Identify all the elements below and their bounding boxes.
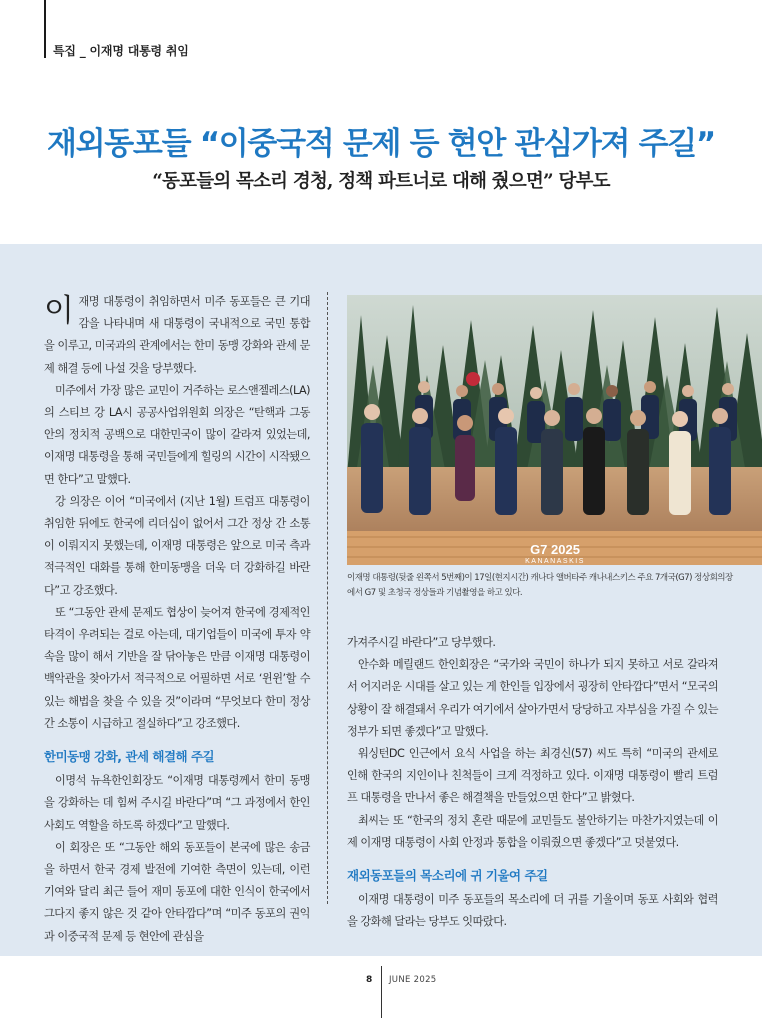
- photo-caption: 이재명 대통령(뒷줄 왼쪽서 5번째)이 17일(현지시간) 캐나다 앨버타주 캐나내스키스 주요 7개국(G7) 정상회의장에서 G7 및 초청국 정상들과 기념촬영을 하고 있다.: [347, 573, 733, 598]
- g7-backdrop-text: G7 2025: [530, 542, 580, 557]
- body-paragraph: 안수화 메릴랜드 한인회장은 “국가와 국민이 하나가 되지 못하고 서로 갈라져서 어지러운 시대를 살고 있는 게 한인들 입장에서 굉장히 안타깝다”면서 “모국의 상황이 잘 해결돼서 우리가 여기에서 살아가면서 당당하고 자부심을 가질 수 있는 정부가 되면 좋겠다”고 말했다.: [347, 658, 718, 738]
- issue-date: JUNE 2025: [389, 975, 437, 985]
- page-number: 8: [366, 975, 373, 985]
- article-headline: 재외동포들 “이중국적 문제 등 현안 관심가져 주길”: [46, 126, 716, 162]
- body-paragraph: 강 의장은 이어 “미국에서 (지난 1월) 트럼프 대통령이 취임한 뒤에도 한국에 리더십이 없어서 그간 정상 간 소통이 이뤄지지 못했는데, 이재명 대통령은 앞으로 미국 측과 적극적인 대화를 통해 한미동맹을 더욱 더 강화하길 바란다”고 강조했다.: [44, 494, 310, 597]
- section-label: 특집 _ 이재명 대통령 취임: [53, 44, 189, 58]
- folio-rule: [381, 966, 382, 1018]
- right-column: [347, 632, 718, 934]
- g7-backdrop-subtext: KANANASKIS: [525, 558, 585, 565]
- body-paragraph: 이명석 뉴욕한인회장도 “이재명 대통령께서 한미 동맹을 강화하는 데 힘써 주시길 바란다”며 “그 과정에서 한인 사회도 역할을 하도록 하겠다”고 말했다.: [44, 774, 310, 832]
- body-paragraph: 이재명 대통령이 미주 동포들의 목소리에 더 귀를 기울이며 동포 사회와 협력을 강화해 달라는 당부도 잇따랐다.: [347, 893, 718, 929]
- body-paragraph: 최씨는 또 “한국의 정치 혼란 때문에 교민들도 불안하기는 마찬가지였는데 이제 이재명 대통령이 사회 안정과 통합을 이뤄줬으면 좋겠다”고 덧붙였다.: [347, 813, 718, 849]
- body-paragraph: 미주에서 가장 많은 교민이 거주하는 로스앤젤레스(LA)의 스티브 강 LA시 공공사업위원회 의장은 “탄핵과 그동안의 정치적 공백으로 대한민국이 많이 갈라져 있었는데, 이재명 대통령을 통해 국민들에게 힐링의 시간이 시작됐으면 한다”고 말했다.: [44, 383, 310, 486]
- column-divider: [327, 292, 328, 904]
- intro-paragraph: 이재명 대통령이 취임하면서 미주 동포들은 큰 기대감을 나타내며 새 대통령이 국내적으로 국민 통합을 이루고, 미국과의 관계에서는 한미 동맹 강화와 관세 문제 해결 등에 나설 것을 당부했다.: [44, 293, 310, 375]
- subheading-voices: 재외동포들의 목소리에 귀 기울여 주길: [347, 868, 548, 884]
- left-column: [44, 291, 310, 948]
- g7-group-photo: [347, 295, 762, 565]
- top-rule: [44, 0, 46, 58]
- subheading-alliance: 한미동맹 강화, 관세 해결해 주길: [44, 749, 215, 765]
- body-paragraph: 이 회장은 또 “그동안 해외 동포들이 본국에 많은 송금을 하면서 한국 경제 발전에 기여한 측면이 있는데, 이런 기여와 달리 최근 들어 재미 동포에 대한 인식이 한국에서 그다지 좋지 않은 것 같아 안타깝다”며 “미주 동포의 권익과 이중국적 문제 등 현안에 관심을: [44, 840, 310, 943]
- continued-paragraph: 가져주시길 바란다”고 당부했다.: [347, 636, 496, 649]
- article-subheadline: “동포들의 목소리 경청, 정책 파트너로 대해 줬으면” 당부도: [152, 171, 610, 192]
- body-paragraph: 또 “그동안 관세 문제도 협상이 늦어져 한국에 경제적인 타격이 우려되는 걸로 아는데, 대기업들이 미국에 투자 약속을 많이 해서 기반을 잘 닦아놓은 만큼 이재명 대통령이 백악관을 찾아가서 적극적으로 어필하면 서로 ‘윈윈’할 수 있는 해법을 찾을 수 있을 것”이라며 “무엇보다 한미 정상 간 소통이 시급하고 절실하다”고 강조했다.: [44, 605, 310, 730]
- body-paragraph: 워싱턴DC 인근에서 요식 사업을 하는 최경신(57) 씨도 특히 “미국의 관세로 인해 한국의 지인이나 친척들이 크게 걱정하고 있다. 이재명 대통령이 빨리 트럼프 대통령을 만나서 좋은 해결책을 만들었으면 한다”고 밝혔다.: [347, 747, 718, 805]
- drop-cap: 이: [44, 293, 74, 329]
